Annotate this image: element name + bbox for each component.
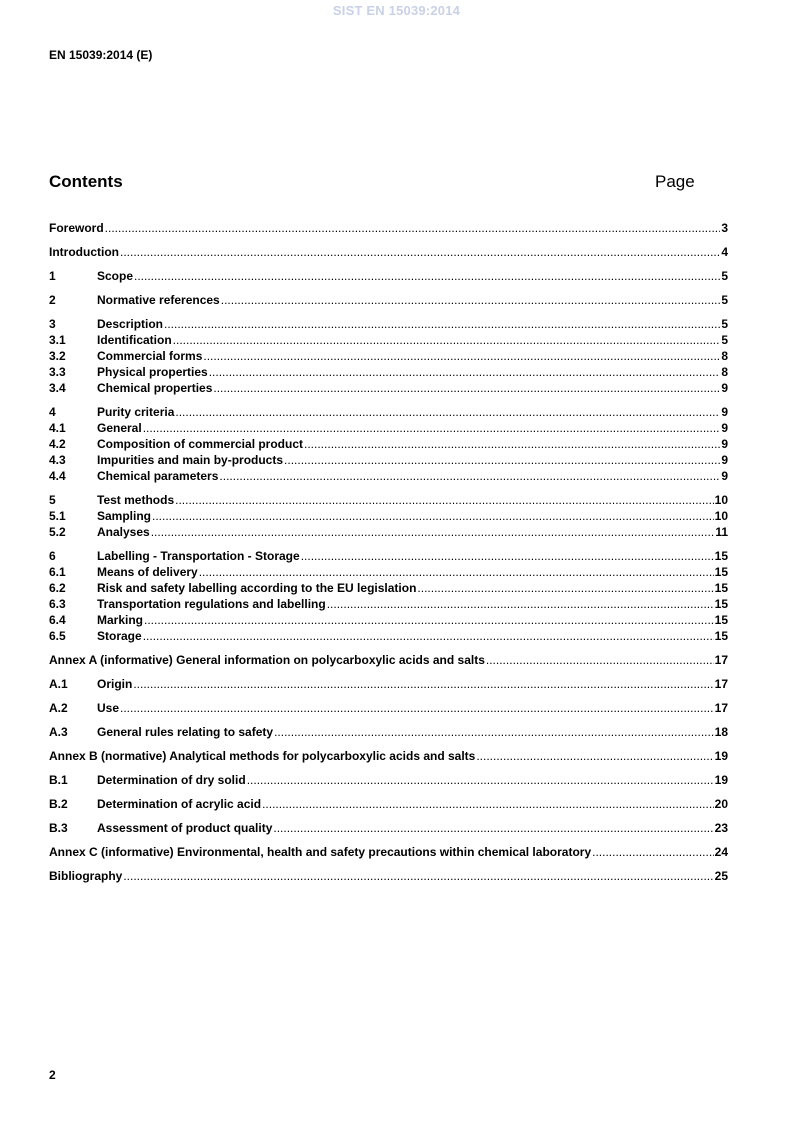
toc-entry[interactable] bbox=[49, 613, 728, 627]
toc-entry-label: General rules relating to safety bbox=[97, 725, 274, 739]
toc-entry-label: Purity criteria bbox=[97, 405, 175, 419]
toc-entry-label: Sampling bbox=[97, 509, 152, 523]
toc-entry[interactable] bbox=[49, 821, 728, 835]
toc-entry-page: 4 bbox=[721, 245, 728, 259]
toc-entry-label: Annex B (normative) Analytical methods for polycarboxylic acids and salts bbox=[49, 749, 476, 763]
toc-entry[interactable] bbox=[49, 869, 728, 883]
toc-entry[interactable] bbox=[49, 365, 728, 379]
toc-entry-number: 6.1 bbox=[49, 565, 66, 579]
toc-entry-number: B.2 bbox=[49, 797, 68, 811]
toc-entry[interactable] bbox=[49, 453, 728, 467]
toc-entry-label: Annex C (informative) Environmental, health and safety precautions within chemical laboratory bbox=[49, 845, 592, 859]
toc-dot-leader bbox=[151, 525, 715, 539]
toc-entry-number: 3.2 bbox=[49, 349, 66, 363]
toc-dot-leader bbox=[164, 317, 720, 331]
toc-dot-leader bbox=[592, 845, 714, 859]
toc-entry-page: 5 bbox=[721, 293, 728, 307]
toc-entry[interactable] bbox=[49, 293, 728, 307]
toc-dot-leader bbox=[209, 365, 721, 379]
toc-entry-label: Scope bbox=[97, 269, 134, 283]
toc-entry[interactable] bbox=[49, 773, 728, 787]
toc-entry[interactable] bbox=[49, 221, 728, 235]
toc-entry-page: 25 bbox=[714, 869, 728, 883]
toc-entry-label: Determination of dry solid bbox=[97, 773, 246, 787]
toc-dot-leader bbox=[134, 269, 720, 283]
toc-entry-page: 19 bbox=[714, 773, 728, 787]
toc-dot-leader bbox=[133, 677, 713, 691]
toc-entry-number: 5.2 bbox=[49, 525, 66, 539]
toc-entry-page: 9 bbox=[721, 381, 728, 395]
toc-entry-label: Transportation regulations and labelling bbox=[97, 597, 326, 611]
toc-entry[interactable] bbox=[49, 797, 728, 811]
document-id: EN 15039:2014 (E) bbox=[49, 48, 153, 62]
toc-entry-page: 10 bbox=[714, 509, 728, 523]
toc-entry[interactable] bbox=[49, 317, 728, 331]
toc-entry-label: Commercial forms bbox=[97, 349, 203, 363]
toc-entry-label: Normative references bbox=[97, 293, 220, 307]
toc-entry[interactable] bbox=[49, 333, 728, 347]
toc-entry-page: 5 bbox=[721, 333, 728, 347]
toc-entry-page: 20 bbox=[714, 797, 728, 811]
toc-entry-page: 5 bbox=[721, 317, 728, 331]
toc-entry-number: 5.1 bbox=[49, 509, 66, 523]
toc-dot-leader bbox=[327, 597, 714, 611]
toc-entry-number: 6.2 bbox=[49, 581, 66, 595]
toc-entry-number: 6.4 bbox=[49, 613, 66, 627]
toc-entry-label: Description bbox=[97, 317, 164, 331]
toc-dot-leader bbox=[274, 725, 714, 739]
toc-entry-label: Origin bbox=[97, 677, 133, 691]
toc-entry-page: 17 bbox=[714, 701, 728, 715]
toc-dot-leader bbox=[173, 333, 721, 347]
toc-entry-label: Foreword bbox=[49, 221, 104, 235]
toc-entry-number: 4.2 bbox=[49, 437, 66, 451]
toc-entry[interactable] bbox=[49, 349, 728, 363]
toc-entry-number: 4 bbox=[49, 405, 56, 419]
toc-entry-label: Introduction bbox=[49, 245, 119, 259]
toc-dot-leader bbox=[120, 701, 714, 715]
toc-entry-label: Use bbox=[97, 701, 120, 715]
toc-entry-number: 4.1 bbox=[49, 421, 66, 435]
toc-entry-label: Impurities and main by-products bbox=[97, 453, 284, 467]
toc-entry[interactable] bbox=[49, 245, 728, 259]
toc-entry-page: 15 bbox=[714, 581, 728, 595]
toc-dot-leader bbox=[247, 773, 714, 787]
toc-entry[interactable] bbox=[49, 749, 728, 763]
toc-entry-page: 15 bbox=[714, 629, 728, 643]
toc-entry-page: 8 bbox=[721, 365, 728, 379]
toc-entry-label: Annex A (informative) General information on polycarboxylic acids and salts bbox=[49, 653, 485, 667]
page-column-heading: Page bbox=[655, 172, 695, 191]
toc-entry-number: B.1 bbox=[49, 773, 68, 787]
toc-entry-label: Storage bbox=[97, 629, 142, 643]
toc-entry[interactable] bbox=[49, 437, 728, 451]
toc-entry[interactable] bbox=[49, 581, 728, 595]
toc-dot-leader bbox=[175, 493, 714, 507]
toc-entry-number: 5 bbox=[49, 493, 56, 507]
toc-entry-number: 3.4 bbox=[49, 381, 66, 395]
toc-entry-number: 4.4 bbox=[49, 469, 66, 483]
toc-entry-label: Risk and safety labelling according to the EU legislation bbox=[97, 581, 417, 595]
toc-dot-leader bbox=[301, 549, 714, 563]
toc-entry[interactable] bbox=[49, 701, 728, 715]
toc-entry-page: 10 bbox=[714, 493, 728, 507]
toc-dot-leader bbox=[105, 221, 721, 235]
toc-entry-page: 5 bbox=[721, 269, 728, 283]
toc-dot-leader bbox=[152, 509, 714, 523]
toc-entry-label: Labelling - Transportation - Storage bbox=[97, 549, 300, 563]
toc-entry-label: Physical properties bbox=[97, 365, 208, 379]
toc-dot-leader bbox=[203, 349, 720, 363]
toc-entry-page: 3 bbox=[721, 221, 728, 235]
toc-entry-number: B.3 bbox=[49, 821, 68, 835]
toc-dot-leader bbox=[144, 613, 714, 627]
toc-entry[interactable] bbox=[49, 421, 728, 435]
toc-entry-page: 9 bbox=[721, 469, 728, 483]
toc-entry[interactable] bbox=[49, 469, 728, 483]
toc-entry-page: 23 bbox=[714, 821, 728, 835]
toc-entry-label: Assessment of product quality bbox=[97, 821, 273, 835]
toc-entry-label: Means of delivery bbox=[97, 565, 198, 579]
toc-dot-leader bbox=[486, 653, 714, 667]
toc-entry-number: 4.3 bbox=[49, 453, 66, 467]
toc-entry-page: 15 bbox=[714, 565, 728, 579]
toc-entry-number: 2 bbox=[49, 293, 56, 307]
toc-entry-page: 17 bbox=[714, 653, 728, 667]
toc-entry-number: A.1 bbox=[49, 677, 68, 691]
toc-entry-page: 8 bbox=[721, 349, 728, 363]
toc-entry[interactable] bbox=[49, 565, 728, 579]
toc-entry-page: 11 bbox=[715, 525, 728, 539]
toc-dot-leader bbox=[304, 437, 720, 451]
toc-entry[interactable] bbox=[49, 549, 728, 563]
toc-entry[interactable] bbox=[49, 597, 728, 611]
toc-entry-page: 9 bbox=[721, 421, 728, 435]
toc-entry-label: Determination of acrylic acid bbox=[97, 797, 262, 811]
toc-entry-page: 15 bbox=[714, 613, 728, 627]
toc-entry[interactable] bbox=[49, 509, 728, 523]
toc-entry-label: Identification bbox=[97, 333, 172, 347]
toc-dot-leader bbox=[213, 381, 720, 395]
toc-dot-leader bbox=[123, 869, 713, 883]
toc-dot-leader bbox=[120, 245, 720, 259]
toc-entry-label: Marking bbox=[97, 613, 144, 627]
toc-dot-leader bbox=[143, 421, 721, 435]
toc-entry-page: 9 bbox=[721, 405, 728, 419]
toc-dot-leader bbox=[417, 581, 713, 595]
toc-entry-label: Test methods bbox=[97, 493, 175, 507]
toc-dot-leader bbox=[262, 797, 714, 811]
toc-entry-number: 6.3 bbox=[49, 597, 66, 611]
toc-entry[interactable] bbox=[49, 381, 728, 395]
toc-dot-leader bbox=[199, 565, 714, 579]
toc-entry-page: 18 bbox=[714, 725, 728, 739]
toc-entry-page: 15 bbox=[714, 597, 728, 611]
contents-title: Contents bbox=[49, 172, 123, 191]
toc-entry[interactable] bbox=[49, 405, 728, 419]
toc-dot-leader bbox=[175, 405, 720, 419]
toc-entry-page: 19 bbox=[714, 749, 728, 763]
toc-entry[interactable] bbox=[49, 845, 728, 859]
toc-dot-leader bbox=[284, 453, 720, 467]
toc-entry-label: Analyses bbox=[97, 525, 150, 539]
toc-entry-number: 6 bbox=[49, 549, 56, 563]
toc-entry-label: Chemical properties bbox=[97, 381, 213, 395]
toc-entry[interactable] bbox=[49, 653, 728, 667]
watermark: SIST EN 15039:2014 bbox=[332, 3, 461, 18]
toc-entry-label: General bbox=[97, 421, 142, 435]
toc-entry-number: 3 bbox=[49, 317, 56, 331]
toc-entry-page: 24 bbox=[714, 845, 728, 859]
toc-entry[interactable] bbox=[49, 677, 728, 691]
toc-entry-number: 6.5 bbox=[49, 629, 66, 643]
toc-entry[interactable] bbox=[49, 725, 728, 739]
toc-entry-label: Composition of commercial product bbox=[97, 437, 304, 451]
toc-entry-page: 17 bbox=[714, 677, 728, 691]
toc-dot-leader bbox=[273, 821, 713, 835]
toc-entry-page: 15 bbox=[714, 549, 728, 563]
toc-dot-leader bbox=[476, 749, 713, 763]
toc-dot-leader bbox=[221, 293, 721, 307]
toc-entry-page: 9 bbox=[721, 437, 728, 451]
toc-entry-number: A.2 bbox=[49, 701, 68, 715]
page-number: 2 bbox=[49, 1068, 56, 1082]
toc-entry[interactable] bbox=[49, 269, 728, 283]
toc-entry-page: 9 bbox=[721, 453, 728, 467]
toc-entry-label: Bibliography bbox=[49, 869, 123, 883]
toc-entry[interactable] bbox=[49, 629, 728, 643]
toc-entry-number: A.3 bbox=[49, 725, 68, 739]
toc-entry-number: 3.3 bbox=[49, 365, 66, 379]
toc-entry[interactable] bbox=[49, 525, 728, 539]
toc-entry-label: Chemical parameters bbox=[97, 469, 219, 483]
toc-dot-leader bbox=[219, 469, 720, 483]
toc-entry[interactable] bbox=[49, 493, 728, 507]
toc-entry-number: 1 bbox=[49, 269, 56, 283]
toc-entry-number: 3.1 bbox=[49, 333, 66, 347]
toc-dot-leader bbox=[143, 629, 714, 643]
